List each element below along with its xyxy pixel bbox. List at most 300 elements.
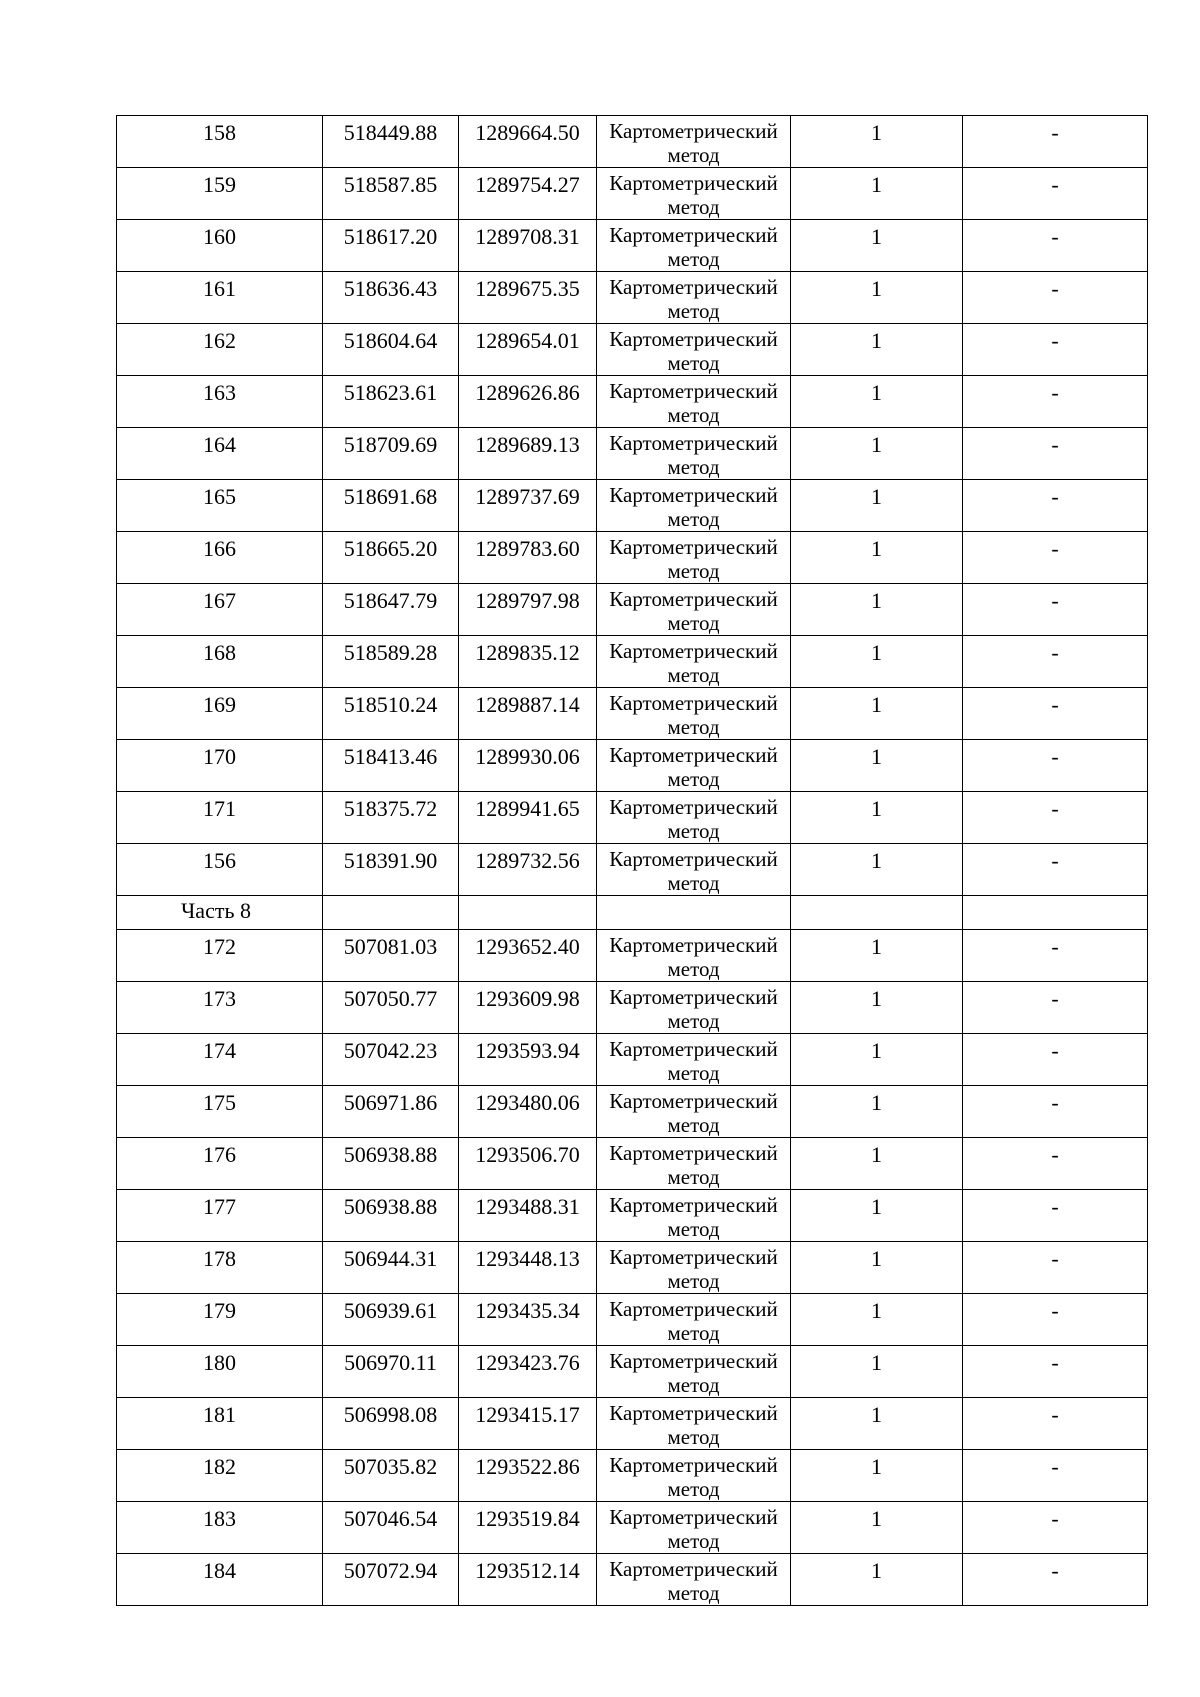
accuracy-cell xyxy=(791,844,963,896)
note: - xyxy=(1051,934,1059,959)
y-coordinate: 1289664.50 xyxy=(475,120,580,145)
note-cell xyxy=(963,168,1148,220)
point-number: 156 xyxy=(203,848,236,873)
method-cell xyxy=(597,584,791,636)
method-line-1: Картометрический xyxy=(609,119,778,143)
note-cell xyxy=(963,584,1148,636)
x-coordinate: 506938.88 xyxy=(343,1194,438,1219)
note-cell xyxy=(963,844,1148,896)
method-cell xyxy=(597,1138,791,1190)
point-number: 176 xyxy=(203,1142,236,1167)
method-text xyxy=(597,1346,790,1397)
accuracy: 1 xyxy=(871,1038,882,1063)
x-coordinate: 518647.79 xyxy=(343,588,438,613)
y-coordinate: 1293423.76 xyxy=(475,1350,580,1375)
accuracy-cell xyxy=(791,428,963,480)
accuracy: 1 xyxy=(871,120,882,145)
x-coordinate: 506998.08 xyxy=(343,1402,438,1427)
point-number: 172 xyxy=(203,934,236,959)
method-text xyxy=(597,636,790,687)
note: - xyxy=(1051,1558,1059,1583)
coordinates-part-b xyxy=(117,930,1148,1606)
method-text xyxy=(597,428,790,479)
point-number: 160 xyxy=(203,224,236,249)
table-row xyxy=(117,1190,1148,1242)
y-coordinate-cell xyxy=(459,1086,597,1138)
x-coordinate: 506938.88 xyxy=(343,1142,438,1167)
method-cell xyxy=(597,324,791,376)
method-line-2: метод xyxy=(667,1217,720,1241)
note: - xyxy=(1051,328,1059,353)
method-line-1: Картометрический xyxy=(609,1453,778,1477)
section-empty-cell xyxy=(791,896,963,930)
x-coordinate-cell xyxy=(323,428,459,480)
point-number-cell xyxy=(117,1346,323,1398)
table-row xyxy=(117,1502,1148,1554)
note-cell xyxy=(963,792,1148,844)
y-coordinate-cell xyxy=(459,1294,597,1346)
method-line-1: Картометрический xyxy=(609,743,778,767)
x-coordinate-cell xyxy=(323,1294,459,1346)
y-coordinate-cell xyxy=(459,636,597,688)
accuracy: 1 xyxy=(871,1298,882,1323)
note: - xyxy=(1051,1506,1059,1531)
note-cell xyxy=(963,376,1148,428)
point-number: 171 xyxy=(203,796,236,821)
y-coordinate-cell xyxy=(459,792,597,844)
point-number: 166 xyxy=(203,536,236,561)
point-number-cell xyxy=(117,376,323,428)
y-coordinate: 1293609.98 xyxy=(475,986,580,1011)
x-coordinate-cell xyxy=(323,220,459,272)
table-row xyxy=(117,532,1148,584)
y-coordinate-cell xyxy=(459,272,597,324)
method-cell xyxy=(597,844,791,896)
x-coordinate-cell xyxy=(323,532,459,584)
section-header xyxy=(117,896,1148,930)
method-text xyxy=(597,220,790,271)
method-cell xyxy=(597,982,791,1034)
table-row xyxy=(117,1294,1148,1346)
point-number: 173 xyxy=(203,986,236,1011)
note: - xyxy=(1051,1194,1059,1219)
note: - xyxy=(1051,796,1059,821)
x-coordinate-cell xyxy=(323,740,459,792)
accuracy-cell xyxy=(791,1502,963,1554)
method-line-2: метод xyxy=(667,1009,720,1033)
point-number: 180 xyxy=(203,1350,236,1375)
note-cell xyxy=(963,1138,1148,1190)
note: - xyxy=(1051,692,1059,717)
method-text xyxy=(597,1502,790,1553)
point-number-cell xyxy=(117,428,323,480)
method-line-2: метод xyxy=(667,611,720,635)
section-label-cell xyxy=(117,896,323,930)
method-text xyxy=(597,1450,790,1501)
y-coordinate-cell xyxy=(459,1242,597,1294)
method-line-1: Картометрический xyxy=(609,1557,778,1581)
y-coordinate-cell xyxy=(459,532,597,584)
note: - xyxy=(1051,276,1059,301)
y-coordinate: 1289835.12 xyxy=(475,640,580,665)
y-coordinate: 1289708.31 xyxy=(475,224,580,249)
y-coordinate-cell xyxy=(459,168,597,220)
accuracy-cell xyxy=(791,1242,963,1294)
method-line-2: метод xyxy=(667,1581,720,1605)
y-coordinate-cell xyxy=(459,930,597,982)
accuracy: 1 xyxy=(871,1506,882,1531)
point-number: 178 xyxy=(203,1246,236,1271)
note-cell xyxy=(963,272,1148,324)
note-cell xyxy=(963,324,1148,376)
method-line-2: метод xyxy=(667,1477,720,1501)
method-text xyxy=(597,1138,790,1189)
accuracy-cell xyxy=(791,740,963,792)
table-row xyxy=(117,982,1148,1034)
point-number-cell xyxy=(117,168,323,220)
method-cell xyxy=(597,930,791,982)
method-line-2: метод xyxy=(667,767,720,791)
table-row xyxy=(117,1138,1148,1190)
x-coordinate-cell xyxy=(323,982,459,1034)
method-cell xyxy=(597,272,791,324)
point-number: 163 xyxy=(203,380,236,405)
accuracy-cell xyxy=(791,272,963,324)
method-cell xyxy=(597,376,791,428)
table-row xyxy=(117,272,1148,324)
method-text xyxy=(597,532,790,583)
accuracy-cell xyxy=(791,982,963,1034)
note: - xyxy=(1051,1298,1059,1323)
method-text xyxy=(597,1294,790,1345)
method-line-1: Картометрический xyxy=(609,795,778,819)
method-cell xyxy=(597,1554,791,1606)
accuracy-cell xyxy=(791,636,963,688)
method-cell xyxy=(597,688,791,740)
note-cell xyxy=(963,688,1148,740)
accuracy: 1 xyxy=(871,1246,882,1271)
y-coordinate-cell xyxy=(459,982,597,1034)
method-line-2: метод xyxy=(667,507,720,531)
x-coordinate-cell xyxy=(323,1138,459,1190)
method-text xyxy=(597,376,790,427)
note: - xyxy=(1051,744,1059,769)
method-line-1: Картометрический xyxy=(609,1349,778,1373)
point-number: 162 xyxy=(203,328,236,353)
method-line-1: Картометрический xyxy=(609,431,778,455)
accuracy-cell xyxy=(791,1086,963,1138)
accuracy: 1 xyxy=(871,1402,882,1427)
y-coordinate: 1293480.06 xyxy=(475,1090,580,1115)
accuracy-cell xyxy=(791,584,963,636)
point-number-cell xyxy=(117,116,323,168)
y-coordinate-cell xyxy=(459,740,597,792)
method-cell xyxy=(597,1450,791,1502)
x-coordinate-cell xyxy=(323,584,459,636)
y-coordinate-cell xyxy=(459,116,597,168)
table-row xyxy=(117,1034,1148,1086)
accuracy: 1 xyxy=(871,224,882,249)
point-number-cell xyxy=(117,688,323,740)
method-line-2: метод xyxy=(667,1269,720,1293)
accuracy: 1 xyxy=(871,172,882,197)
accuracy-cell xyxy=(791,1190,963,1242)
x-coordinate-cell xyxy=(323,1242,459,1294)
point-number-cell xyxy=(117,1554,323,1606)
x-coordinate: 518391.90 xyxy=(343,848,438,873)
note: - xyxy=(1051,1142,1059,1167)
point-number: 170 xyxy=(203,744,236,769)
method-line-2: метод xyxy=(667,1061,720,1085)
method-text xyxy=(597,324,790,375)
note: - xyxy=(1051,1090,1059,1115)
y-coordinate-cell xyxy=(459,844,597,896)
note-cell xyxy=(963,740,1148,792)
method-line-1: Картометрический xyxy=(609,1245,778,1269)
method-text xyxy=(597,1034,790,1085)
point-number: 177 xyxy=(203,1194,236,1219)
x-coordinate-cell xyxy=(323,1346,459,1398)
y-coordinate-cell xyxy=(459,1554,597,1606)
note-cell xyxy=(963,1450,1148,1502)
accuracy-cell xyxy=(791,1450,963,1502)
method-line-2: метод xyxy=(667,455,720,479)
y-coordinate: 1293593.94 xyxy=(475,1038,580,1063)
table-row xyxy=(117,792,1148,844)
point-number: 165 xyxy=(203,484,236,509)
accuracy: 1 xyxy=(871,484,882,509)
coordinates-part-a xyxy=(117,116,1148,896)
y-coordinate: 1293415.17 xyxy=(475,1402,580,1427)
point-number: 168 xyxy=(203,640,236,665)
accuracy: 1 xyxy=(871,796,882,821)
point-number: 175 xyxy=(203,1090,236,1115)
method-line-2: метод xyxy=(667,663,720,687)
accuracy-cell xyxy=(791,220,963,272)
x-coordinate: 507081.03 xyxy=(343,934,438,959)
accuracy: 1 xyxy=(871,692,882,717)
method-line-1: Картометрический xyxy=(609,379,778,403)
method-text xyxy=(597,792,790,843)
y-coordinate-cell xyxy=(459,1346,597,1398)
method-line-1: Картометрический xyxy=(609,275,778,299)
point-number: 184 xyxy=(203,1558,236,1583)
method-text xyxy=(597,1086,790,1137)
note-cell xyxy=(963,428,1148,480)
method-line-1: Картометрический xyxy=(609,1193,778,1217)
table-row xyxy=(117,844,1148,896)
x-coordinate: 506971.86 xyxy=(343,1090,438,1115)
note-cell xyxy=(963,116,1148,168)
point-number-cell xyxy=(117,1294,323,1346)
x-coordinate: 518623.61 xyxy=(343,380,438,405)
note: - xyxy=(1051,640,1059,665)
accuracy: 1 xyxy=(871,588,882,613)
note: - xyxy=(1051,536,1059,561)
y-coordinate: 1293519.84 xyxy=(475,1506,580,1531)
accuracy: 1 xyxy=(871,848,882,873)
method-line-2: метод xyxy=(667,871,720,895)
coordinates-table xyxy=(116,115,1148,1606)
note-cell xyxy=(963,220,1148,272)
x-coordinate-cell xyxy=(323,792,459,844)
note: - xyxy=(1051,848,1059,873)
accuracy-cell xyxy=(791,116,963,168)
method-cell xyxy=(597,532,791,584)
y-coordinate-cell xyxy=(459,428,597,480)
point-number-cell xyxy=(117,584,323,636)
method-cell xyxy=(597,1502,791,1554)
method-line-2: метод xyxy=(667,715,720,739)
y-coordinate: 1289797.98 xyxy=(475,588,580,613)
accuracy: 1 xyxy=(871,1558,882,1583)
note-cell xyxy=(963,1190,1148,1242)
y-coordinate: 1289654.01 xyxy=(475,328,580,353)
method-line-2: метод xyxy=(667,143,720,167)
point-number: 159 xyxy=(203,172,236,197)
point-number-cell xyxy=(117,740,323,792)
point-number-cell xyxy=(117,636,323,688)
y-coordinate-cell xyxy=(459,1138,597,1190)
accuracy-cell xyxy=(791,168,963,220)
table-row xyxy=(117,1242,1148,1294)
x-coordinate: 518589.28 xyxy=(343,640,438,665)
table-row xyxy=(117,1346,1148,1398)
x-coordinate: 507072.94 xyxy=(343,1558,438,1583)
method-text xyxy=(597,844,790,895)
method-cell xyxy=(597,480,791,532)
x-coordinate: 518510.24 xyxy=(343,692,438,717)
section-empty-cell xyxy=(963,896,1148,930)
x-coordinate-cell xyxy=(323,1034,459,1086)
table-row xyxy=(117,1398,1148,1450)
x-coordinate-cell xyxy=(323,1554,459,1606)
y-coordinate: 1289737.69 xyxy=(475,484,580,509)
x-coordinate-cell xyxy=(323,1398,459,1450)
accuracy: 1 xyxy=(871,1194,882,1219)
accuracy-cell xyxy=(791,688,963,740)
x-coordinate: 518691.68 xyxy=(343,484,438,509)
y-coordinate: 1293448.13 xyxy=(475,1246,580,1271)
y-coordinate-cell xyxy=(459,584,597,636)
accuracy-cell xyxy=(791,1346,963,1398)
method-text xyxy=(597,1242,790,1293)
table-row xyxy=(117,636,1148,688)
accuracy-cell xyxy=(791,930,963,982)
x-coordinate-cell xyxy=(323,324,459,376)
y-coordinate: 1289689.13 xyxy=(475,432,580,457)
x-coordinate: 518587.85 xyxy=(343,172,438,197)
point-number-cell xyxy=(117,930,323,982)
method-line-1: Картометрический xyxy=(609,1141,778,1165)
table-row xyxy=(117,480,1148,532)
table-row xyxy=(117,1554,1148,1606)
method-line-1: Картометрический xyxy=(609,1297,778,1321)
accuracy: 1 xyxy=(871,380,882,405)
x-coordinate-cell xyxy=(323,116,459,168)
y-coordinate: 1293435.34 xyxy=(475,1298,580,1323)
x-coordinate: 518636.43 xyxy=(343,276,438,301)
method-line-1: Картометрический xyxy=(609,223,778,247)
x-coordinate: 507035.82 xyxy=(343,1454,438,1479)
method-line-2: метод xyxy=(667,299,720,323)
point-number-cell xyxy=(117,1398,323,1450)
note-cell xyxy=(963,1398,1148,1450)
accuracy-cell xyxy=(791,792,963,844)
method-line-2: метод xyxy=(667,819,720,843)
x-coordinate: 518413.46 xyxy=(343,744,438,769)
method-line-1: Картометрический xyxy=(609,985,778,1009)
accuracy: 1 xyxy=(871,640,882,665)
method-text xyxy=(597,1554,790,1605)
method-cell xyxy=(597,1034,791,1086)
y-coordinate-cell xyxy=(459,688,597,740)
x-coordinate: 518665.20 xyxy=(343,536,438,561)
y-coordinate: 1293512.14 xyxy=(475,1558,580,1583)
x-coordinate-cell xyxy=(323,930,459,982)
method-line-2: метод xyxy=(667,1113,720,1137)
method-line-1: Картометрический xyxy=(609,1037,778,1061)
accuracy-cell xyxy=(791,376,963,428)
note: - xyxy=(1051,1402,1059,1427)
accuracy-cell xyxy=(791,480,963,532)
x-coordinate: 518449.88 xyxy=(343,120,438,145)
method-cell xyxy=(597,1190,791,1242)
table-row xyxy=(117,584,1148,636)
x-coordinate-cell xyxy=(323,1086,459,1138)
x-coordinate-cell xyxy=(323,376,459,428)
point-number-cell xyxy=(117,982,323,1034)
method-cell xyxy=(597,1398,791,1450)
point-number-cell xyxy=(117,272,323,324)
method-cell xyxy=(597,116,791,168)
accuracy: 1 xyxy=(871,536,882,561)
method-cell xyxy=(597,220,791,272)
point-number-cell xyxy=(117,1138,323,1190)
method-text xyxy=(597,982,790,1033)
point-number: 183 xyxy=(203,1506,236,1531)
y-coordinate: 1289626.86 xyxy=(475,380,580,405)
method-line-1: Картометрический xyxy=(609,327,778,351)
x-coordinate: 507050.77 xyxy=(343,986,438,1011)
method-line-1: Картометрический xyxy=(609,639,778,663)
accuracy: 1 xyxy=(871,432,882,457)
method-line-1: Картометрический xyxy=(609,1505,778,1529)
table-row xyxy=(117,1450,1148,1502)
y-coordinate-cell xyxy=(459,324,597,376)
note-cell xyxy=(963,1502,1148,1554)
x-coordinate-cell xyxy=(323,844,459,896)
note: - xyxy=(1051,1350,1059,1375)
note: - xyxy=(1051,484,1059,509)
note-cell xyxy=(963,982,1148,1034)
method-text xyxy=(597,688,790,739)
y-coordinate-cell xyxy=(459,220,597,272)
method-text xyxy=(597,584,790,635)
accuracy: 1 xyxy=(871,744,882,769)
point-number: 174 xyxy=(203,1038,236,1063)
method-text xyxy=(597,1398,790,1449)
accuracy-cell xyxy=(791,532,963,584)
y-coordinate: 1289941.65 xyxy=(475,796,580,821)
note-cell xyxy=(963,480,1148,532)
accuracy: 1 xyxy=(871,1090,882,1115)
accuracy: 1 xyxy=(871,276,882,301)
table-row xyxy=(117,688,1148,740)
x-coordinate: 506970.11 xyxy=(344,1350,437,1375)
point-number: 181 xyxy=(203,1402,236,1427)
accuracy: 1 xyxy=(871,328,882,353)
